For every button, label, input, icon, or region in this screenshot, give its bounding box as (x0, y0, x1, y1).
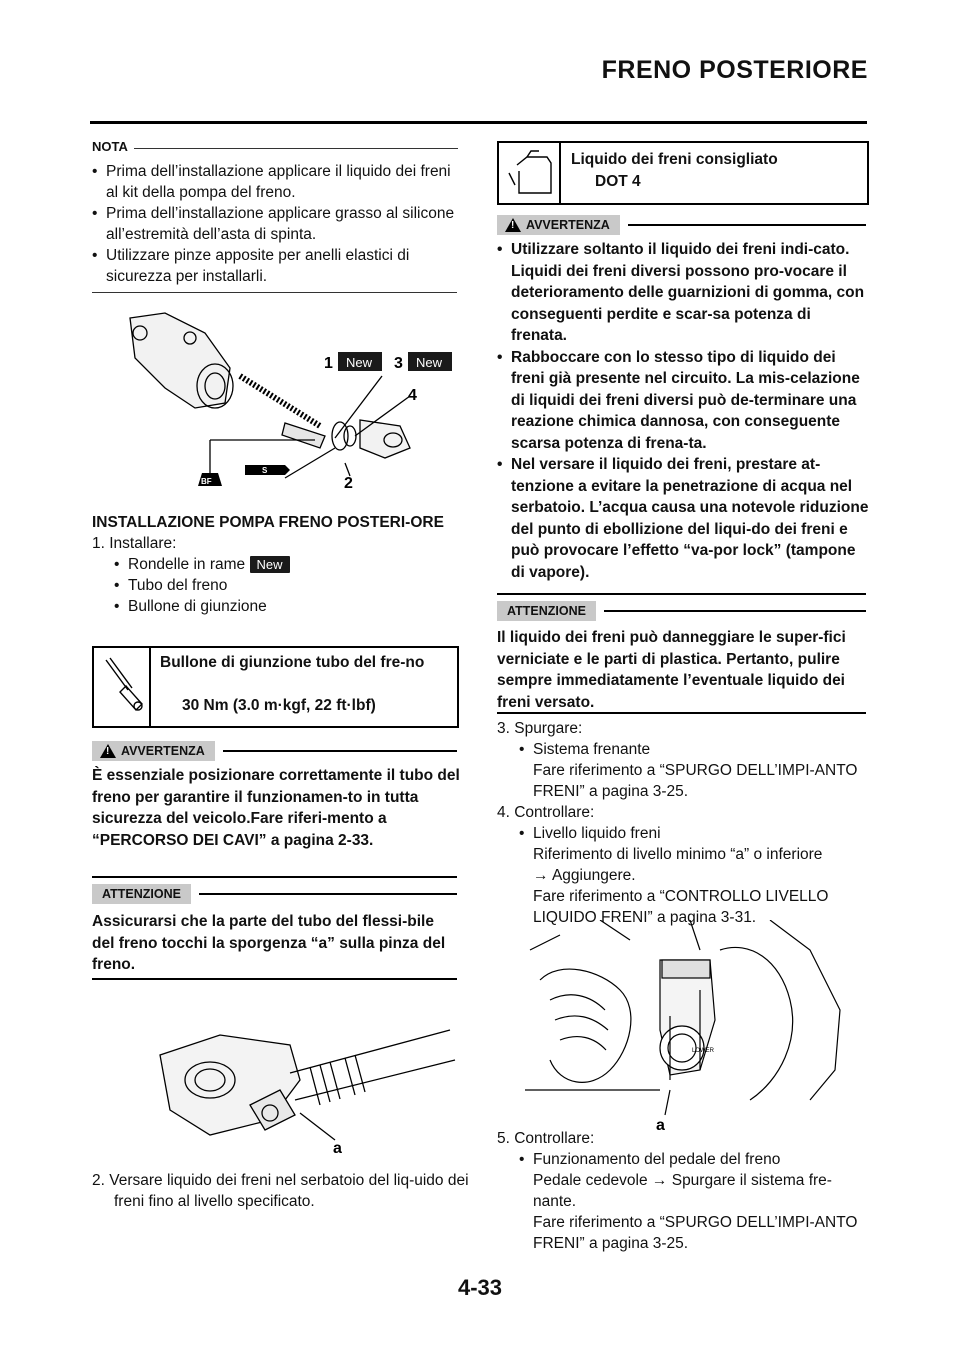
warning-header (92, 741, 457, 761)
step-5-item: • Funzionamento del pedale del freno (519, 1149, 869, 1170)
step-4-ref: Fare riferimento a “CONTROLLO LIVELLO LIQUIDO FRENI” a pagina 3-31. (533, 888, 829, 926)
section-title: INSTALLAZIONE POMPA FRENO POSTERI-ORE (92, 514, 444, 531)
warning-header (497, 215, 866, 235)
nota-item: • Prima dell’installazione applicare grasso al silicone all’estremità dell’asta di spinta. (92, 203, 458, 245)
step-1-item: • Tubo del freno (114, 575, 462, 596)
warning-icon: ! (505, 218, 521, 232)
step-4-line: Riferimento di livello minimo “a” o inferiore (533, 846, 823, 863)
new-tag: New (416, 355, 443, 370)
step-1-item: Rondelle in rame (128, 556, 246, 573)
fluid-title: Liquido dei freni consigliato (571, 151, 778, 168)
part-label-1: 1 (324, 355, 333, 372)
nota-label: NOTA (92, 139, 128, 154)
step-1-item: • Bullone di giunzione (114, 596, 462, 617)
warning-text: È essenziale posizionare correttamente il tubo del freno per garantire il funzionamen-to in tutta sicurezza del veicolo.Fare riferi-mento a “PERCORSO DEI CAVI” a pagina 2-33. (92, 767, 460, 849)
caliper-hose-figure (150, 1025, 460, 1155)
warning-icon: ! (100, 744, 116, 758)
caution-label: ATTENZIONE (507, 604, 586, 618)
part-label-3: 3 (394, 355, 403, 372)
step-1: 1. Installare: (92, 535, 177, 552)
warning-list (497, 239, 869, 583)
lower-level-mark: LOWER (692, 1048, 715, 1054)
warning-item: • Nel versare il liquido dei freni, prestare at-tenzione a evitare la penetrazione di acqua nel serbatoio. L’acqua causa una notevole riduzione del punto di ebollizione del liqui-do dei freni e può provocare l’effetto “va-por lock” (tampone di vapore). (497, 454, 869, 583)
caution-text: Il liquido dei freni può danneggiare le super-fici verniciate e le parti di plastica. Pertanto, pulire sempre immediatamente l’eventuale liquido dei freni versato. (497, 629, 846, 711)
reservoir-figure (520, 920, 860, 1135)
step-4-item: • Livello liquido freni (519, 823, 869, 844)
new-tag: New (250, 556, 290, 573)
page-number: 4-33 (457, 1275, 503, 1300)
steps-3-4 (497, 718, 869, 928)
step-2: 2. Versare liquido dei freni nel serbatoio del liq-uido dei freni fino al livello specificato. (92, 1172, 469, 1210)
part-label-4: 4 (408, 387, 417, 404)
step-4: 4. Controllare: (497, 804, 595, 821)
step-4-action: → Aggiungere. (533, 867, 636, 884)
step-3-item: • Sistema frenante (519, 739, 869, 760)
fig3-label-a: a (656, 1117, 665, 1134)
step-5-block (497, 1128, 869, 1254)
silicone-grease-icon: S (262, 466, 268, 475)
nota-block (92, 136, 458, 287)
nota-item: • Utilizzare pinze apposite per anelli elastici di sicurezza per installarli. (92, 245, 458, 287)
part-label-2: 2 (344, 475, 353, 492)
new-tag: New (346, 355, 373, 370)
torque-value: 30 Nm (3.0 m·kgf, 22 ft·lbf) (182, 697, 376, 714)
master-cylinder-figure (110, 308, 460, 498)
brake-fluid-can-icon (505, 149, 555, 197)
caution-header (92, 884, 457, 904)
step-3-ref: Fare riferimento a “SPURGO DELL’IMPI-ANTO FRENI” a pagina 3-25. (533, 762, 858, 800)
caution-text: Assicurarsi che la parte del tubo del flessi-bile del freno tocchi la sporgenza “a” sulla pinza del freno. (92, 913, 446, 973)
warning-item: • Utilizzare soltanto il liquido dei freni indi-cato. Liquidi dei freni diversi possono pro-vocare il deterioramento delle guarnizioni di gomma, con conseguenti perdite e scar-sa potenza di frenata. (497, 239, 869, 347)
header-rule (90, 121, 867, 124)
caution-label: ATTENZIONE (102, 887, 181, 901)
installation-section (92, 512, 462, 617)
page-title: FRENO POSTERIORE (601, 56, 868, 84)
step-3: 3. Spurgare: (497, 720, 583, 737)
torque-spec-box (92, 646, 459, 728)
fluid-value: DOT 4 (595, 173, 641, 190)
warning-item: • Rabboccare con lo stesso tipo di liquido dei freni già presente nel circuito. La mis-celazione di liquidi dei freni diversi può de-terminare una reazione chimica dannosa, con conseguente scarsa potenza di frena-ta. (497, 347, 869, 455)
torque-wrench-icon (98, 654, 146, 718)
fluid-spec-box (497, 141, 869, 205)
step-5: 5. Controllare: (497, 1130, 595, 1147)
fig2-label-a: a (333, 1140, 342, 1155)
warning-label: AVVERTENZA (526, 218, 610, 232)
step-5-ref: Fare riferimento a “SPURGO DELL’IMPI-ANTO FRENI” a pagina 3-25. (533, 1214, 858, 1252)
caution-header (497, 601, 866, 621)
torque-title: Bullone di giunzione tubo del fre-no (160, 654, 425, 671)
bf-icon: BF (201, 477, 212, 486)
warning-label: AVVERTENZA (121, 744, 205, 758)
step-5-line: Pedale cedevole → Spurgare il sistema fre-nante. (533, 1172, 832, 1210)
nota-item: • Prima dell’installazione applicare il liquido dei freni al kit della pompa del freno. (92, 161, 458, 203)
